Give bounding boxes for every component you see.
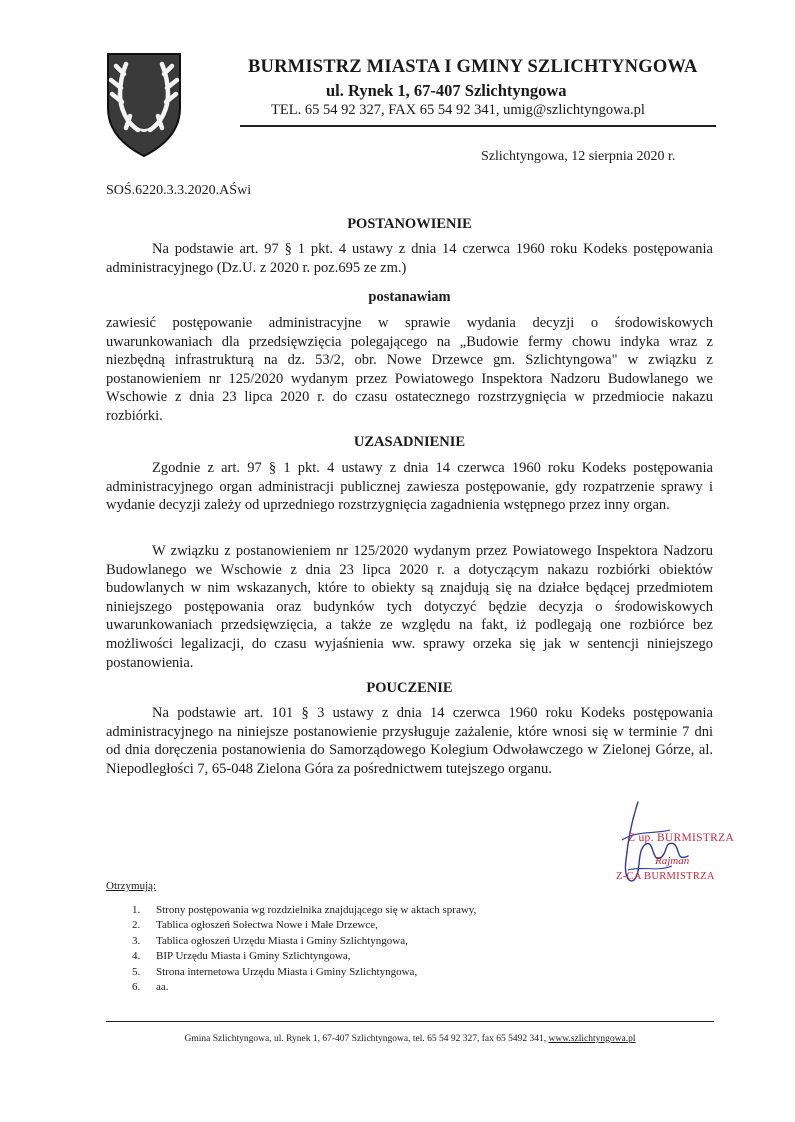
list-item: 6. aa. xyxy=(132,980,169,993)
distribution-heading: Otrzymują: xyxy=(106,880,157,892)
signature-stamp-line-3: Z-CA BURMISTRZA xyxy=(616,871,715,882)
justification-paragraph-2: W związku z postanowieniem nr 125/2020 wydanym przez Powiatowego Inspektora Nadzoru Budowlanego we Wschowie z dnia 23 lipca 2020 r. a dotyczącym nakazu rozbiórki obiektów budowlanych w nim wskazanych, które to obiekty są znajdują się na działce będącej przedmiotem niniejszego postępowania oraz budynków tych dotyczyć będzie decyzja o środowiskowych uwarunkowaniach przedsięwzięcia, a także ze względu na fakt, iż podlegają one rozbiórce bez możliwości legalizacji, do czasu wyjaśnienia ww. sprawy orzeka się jak w sentencji niniejszego postanowienia. xyxy=(106,543,713,671)
letterhead-title: BURMISTRZ MIASTA I GMINY SZLICHTYNGOWA xyxy=(248,57,698,77)
resolve-heading: postanawiam xyxy=(368,289,451,305)
justification-heading: UZASADNIENIE xyxy=(353,434,466,450)
footer-website-link[interactable]: www.szlichtyngowa.pl xyxy=(548,1034,636,1044)
document-title: POSTANOWIENIE xyxy=(347,216,472,232)
instruction-paragraph: Na podstawie art. 101 § 3 ustawy z dnia 14 czerwca 1960 roku Kodeks postępowania administracyjnego na niniejsze postanowienie przysługuje zażalenie, które wnosi się w terminie 7 dni od dnia doręczenia postanowienia do Samorządowego Kolegium Odwoławczego w Zielonej Górze, al. Niepodległości 7, 65-048 Zielona Góra za pośrednictwem tutejszego organu. xyxy=(106,705,713,777)
footer-text: Gmina Szlichtyngowa, ul. Rynek 1, 67-407 Szlichtyngowa, tel. 65 54 92 327, fax 65 5492 341, xyxy=(184,1034,549,1044)
footer-divider xyxy=(106,1021,714,1022)
deer-antlers-coat-of-arms-icon xyxy=(106,50,182,158)
signature-stamp-name: Rajman xyxy=(655,855,690,867)
letterhead-contact: TEL. 65 54 92 327, FAX 65 54 92 341, umig@szlichtyngowa.pl xyxy=(271,102,645,118)
list-item: 3. Tablica ogłoszeń Urzędu Miasta i Gminy Szlichtyngowa, xyxy=(132,934,408,947)
justification-paragraph-1: Zgodnie z art. 97 § 1 pkt. 4 ustawy z dnia 14 czerwca 1960 roku Kodeks postępowania administracyjnego organ administracji publicznej zawiesza postępowanie, gdy rozpatrzenie sprawy i wydanie decyzji zależy od uprzedniego rozstrzygnięcia zagadnienia wstępnego przez inny organ. xyxy=(106,460,713,514)
list-item: 1. Strony postępowania wg rozdzielnika znajdującego się w aktach sprawy, xyxy=(132,904,477,916)
signature-stamp-line-1: Z up. BURMISTRZA xyxy=(628,832,735,844)
document-date: Szlichtyngowa, 12 sierpnia 2020 r. xyxy=(481,149,676,164)
list-item: 5. Strona internetowa Urzędu Miasta i Gminy Szlichtyngowa, xyxy=(132,965,418,978)
list-item: 4. BIP Urzędu Miasta i Gminy Szlichtyngowa, xyxy=(132,950,351,963)
distribution-list xyxy=(132,903,476,995)
page-footer xyxy=(106,1034,714,1044)
list-item: 2. Tablica ogłoszeń Sołectwa Nowe i Małe Drzewce, xyxy=(132,919,378,932)
decision-paragraph: zawiesić postępowanie administracyjne w sprawie wydania decyzji o środowiskowych uwarunkowaniach dla przedsięwzięcia polegającego na „Budowie fermy chowu indyka wraz z niezbędną infrastrukturą na dz. 53/2, obr. Nowe Drzewce gm. Szlichtyngowa" w związku z postanowieniem nr 125/2020 wydanym przez Powiatowego Inspektora Nadzoru Budowlanego we Wschowie z dnia 23 lipca 2020 r. do czasu ostatecznego rozstrzygnięcia w przedmiocie nakazu rozbiórki. xyxy=(106,315,713,424)
letterhead-address: ul. Rynek 1, 67-407 Szlichtyngowa xyxy=(326,81,567,100)
instruction-heading: POUCZENIE xyxy=(366,680,453,696)
legal-basis-paragraph: Na podstawie art. 97 § 1 pkt. 4 ustawy z dnia 14 czerwca 1960 roku Kodeks postępowania administracyjnego (Dz.U. z 2020 r. poz.695 ze zm.) xyxy=(106,241,713,276)
letterhead-divider xyxy=(240,125,716,127)
case-reference: SOŚ.6220.3.3.2020.AŚwi xyxy=(106,183,252,198)
